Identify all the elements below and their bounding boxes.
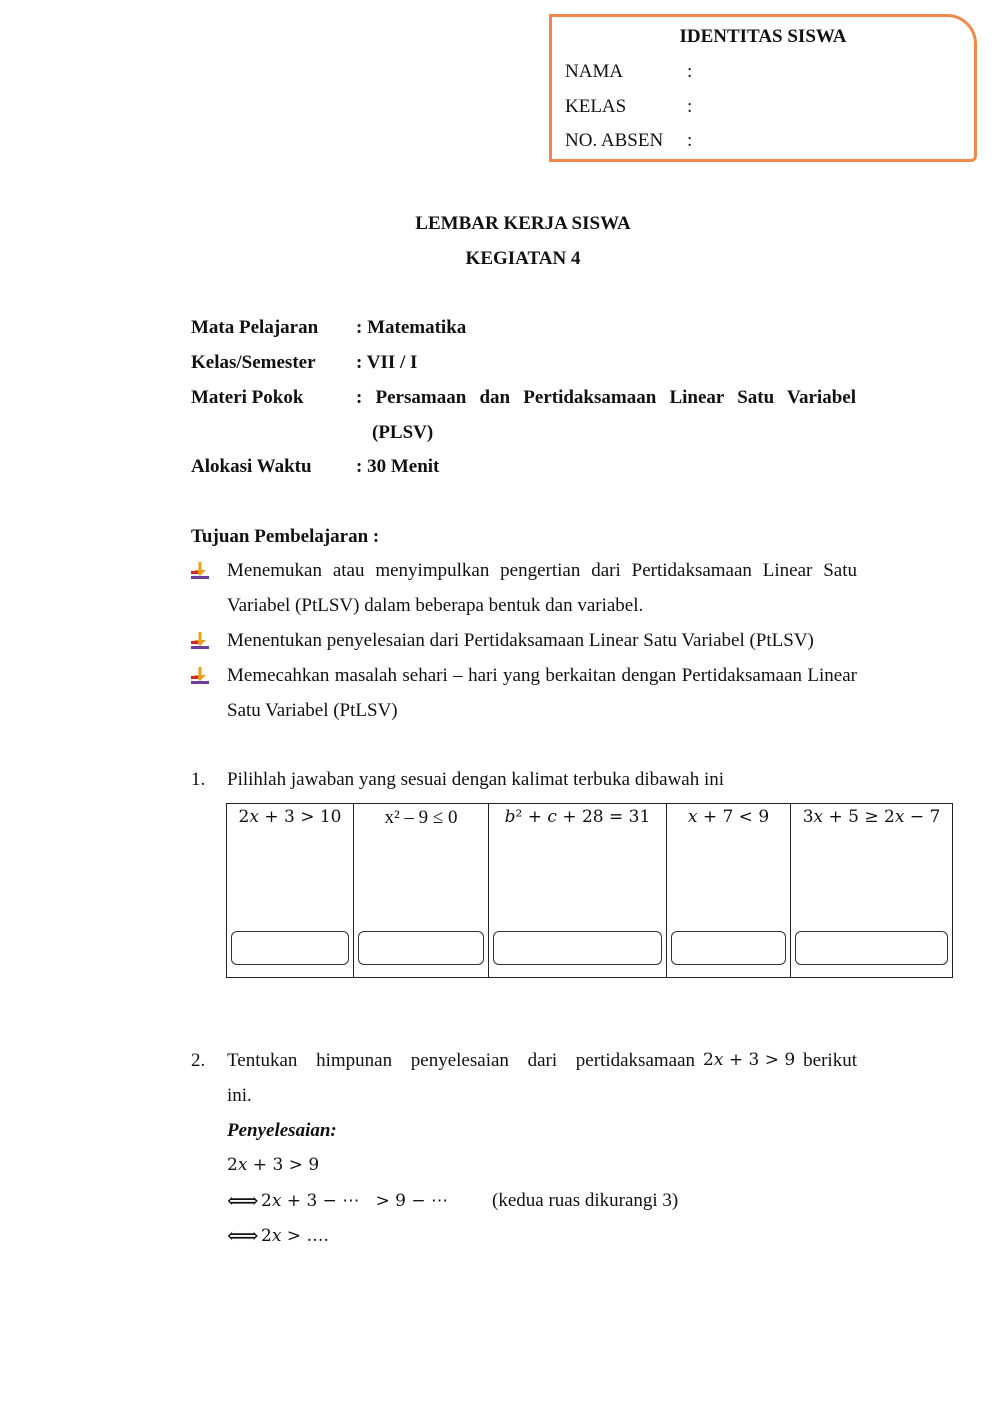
question2-line xyxy=(227,1050,857,1072)
solution-step-2: 2𝑥 + 3 − ⋯ > 9 − ⋯ xyxy=(261,1191,449,1211)
info-label-topic: Materi Pokok xyxy=(191,387,304,408)
identity-colon-kelas: : xyxy=(687,96,693,117)
identity-colon-nama: : xyxy=(687,61,693,82)
solution-step-3: 2𝑥 > …. xyxy=(261,1226,329,1246)
option-expression: 𝑥 + 7 < 9 xyxy=(687,807,770,827)
solution-label: Penyelesaian: xyxy=(227,1120,337,1141)
activity-title: KEGIATAN 4 xyxy=(465,248,581,269)
info-label-class: Kelas/Semester xyxy=(191,352,316,373)
option-expression: 𝑏² + 𝑐 + 28 = 31 xyxy=(504,807,651,827)
worksheet-title: LEMBAR KERJA SISWA xyxy=(415,213,631,234)
identity-label-nama: NAMA xyxy=(565,61,624,82)
question1-number: 1. xyxy=(191,769,206,790)
identity-label-absen: NO. ABSEN xyxy=(565,130,664,151)
answer-drop-box[interactable] xyxy=(493,931,662,965)
objective-item: Memecahkan masalah sehari – hari yang berkaitan dengan Pertidaksamaan Linear Satu Variabel (PtLSV) xyxy=(227,665,857,721)
option-cell xyxy=(227,804,354,978)
answer-drop-box[interactable] xyxy=(671,931,786,965)
option-cell xyxy=(489,804,667,978)
question2-number: 2. xyxy=(191,1050,206,1071)
info-value-topic-cont: (PLSV) xyxy=(372,422,434,443)
question1-text: Pilihlah jawaban yang sesuai dengan kalimat terbuka dibawah ini xyxy=(227,769,725,790)
option-expression: x² – 9 ≤ 0 xyxy=(384,807,458,828)
option-cell xyxy=(791,804,953,978)
answer-drop-box[interactable] xyxy=(358,931,484,965)
option-cell xyxy=(667,804,791,978)
objective-item: Menentukan penyelesaian dari Pertidaksamaan Linear Satu Variabel (PtLSV) xyxy=(227,630,814,651)
bullet-arrow-icon xyxy=(191,667,209,685)
identity-label-kelas: KELAS xyxy=(565,96,627,117)
answer-drop-box[interactable] xyxy=(795,931,948,965)
objectives-heading: Tujuan Pembelajaran : xyxy=(191,526,380,547)
identity-title: IDENTITAS SISWA xyxy=(679,26,847,47)
equivalence-icon: ⟺ xyxy=(227,1188,259,1213)
info-value-time: : 30 Menit xyxy=(356,456,440,477)
option-expression: 3𝑥 + 5 ≥ 2𝑥 − 7 xyxy=(802,807,941,827)
info-label-subject: Mata Pelajaran xyxy=(191,317,319,338)
option-expression: 2𝑥 + 3 > 10 xyxy=(238,807,342,827)
info-label-time: Alokasi Waktu xyxy=(191,456,312,477)
info-value-topic: : Persamaan dan Pertidaksamaan Linear Satu Variabel xyxy=(356,387,856,408)
solution-step-1: 2𝑥 + 3 > 9 xyxy=(227,1155,320,1175)
options-table xyxy=(226,803,953,978)
info-value-class: : VII / I xyxy=(356,352,418,373)
question2-text-cont: ini. xyxy=(227,1085,252,1106)
bullet-arrow-icon xyxy=(191,562,209,580)
solution-step-2-note: (kedua ruas dikurangi 3) xyxy=(492,1190,679,1211)
info-value-subject: : Matematika xyxy=(356,317,467,338)
objective-item: Menemukan atau menyimpulkan pengertian dari Pertidaksamaan Linear Satu Variabel (PtLSV) dalam beberapa bentuk dan variabel. xyxy=(227,560,857,616)
answer-drop-box[interactable] xyxy=(231,931,349,965)
question2-text: Tentukan himpunan penyelesaian dari pertidaksamaan xyxy=(227,1050,696,1071)
question2-text-after: berikut xyxy=(803,1050,857,1071)
option-cell xyxy=(354,804,489,978)
question2-inequality: 2𝑥 + 3 > 9 xyxy=(703,1050,796,1070)
equivalence-icon: ⟺ xyxy=(227,1223,259,1248)
identity-box xyxy=(549,14,977,162)
bullet-arrow-icon xyxy=(191,632,209,650)
identity-colon-absen: : xyxy=(687,130,693,151)
